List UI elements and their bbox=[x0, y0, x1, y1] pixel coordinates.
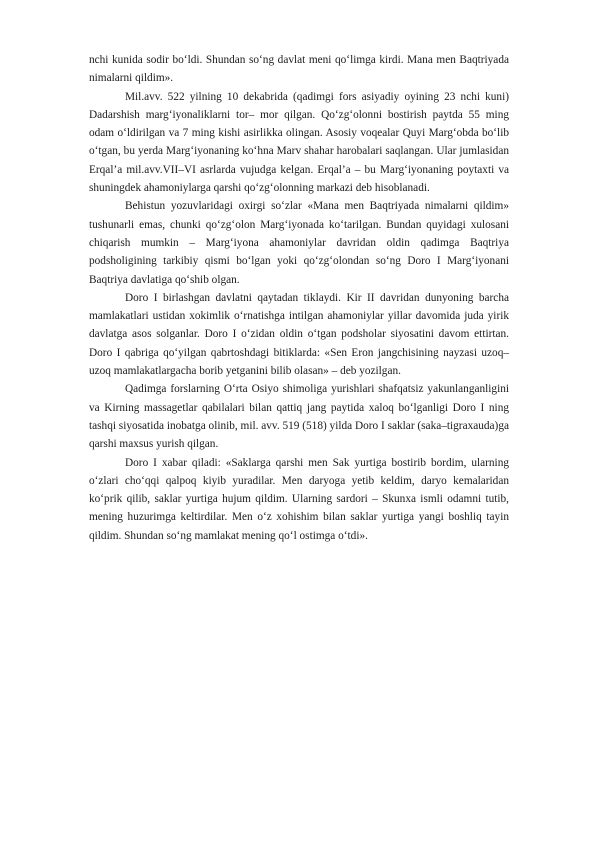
document-body bbox=[89, 51, 509, 545]
paragraph-behistun-inscription: Behistun yozuvlaridagi oxirgi so‘zlar «Mana men Baqtriyada nimalarni qildim» tushunarli emas, chunki qo‘zg‘olon Marg‘iyonada ko‘tarilgan. Bundan quyidagi xulosani chiqarish mumkin – Marg‘iyona ahamoniylar davridan oldin qadimga Baqtriya podsholigining tarkibiy qismi bo‘lgan yoki qo‘zg‘olondan so‘ng Doro I Marg‘iyonani Baqtriya davlatiga qo‘shib olgan. bbox=[89, 200, 509, 286]
paragraph-saka-campaign: Qadimga forslarning O‘rta Osiyo shimoliga yurishlari shafqatsiz yakunlanganligini va Kirning massagetlar qabilalari bilan qattiq jang paytida xaloq bo‘lganligi Doro I ning tashqi siyosatida inobatga olinib, mil. avv. 519 (518) yilda Doro I saklar (saka–tigraxauda)ga qarshi maxsus yurish qilgan. bbox=[89, 383, 509, 451]
paragraph-darius-state: Doro I birlashgan davlatni qaytadan tiklaydi. Kir II davridan dunyoning barcha mamlakatlari ustidan xokimlik o‘rnatishga intilgan ahamoniylar yillar davomida juda yirik davlatga asos solganlar. Doro I o‘zidan oldin o‘tgan podsholar siyosatini davom ettirtan. Doro I qabriga qo‘yilgan qabrtoshdagi bitiklarda: «Sen Eron jangchisining nayzasi uzoq–uzoq mamlakatlargacha borib yetganini bilib olasan» – deb yozilgan. bbox=[89, 291, 509, 378]
paragraph-margiyona-uprising: Mil.avv. 522 yilning 10 dekabrida (qadimgi fors asiyadiy oyining 23 nchi kuni) Dadarshish marg‘iyonaliklarni tor– mor qilgan. Qo‘zg‘olonni bostirish paytda 55 ming odam o‘ldirilgan va 7 ming kishi asirlikka olingan. Asosiy voqealar Quyi Marg‘obda bo‘lib o‘tgan, bu yerda Marg‘iyonaning ko‘hna Marv shahar harobalari saqlangan. Ular jumlasidan Erqal’a mil.avv.VII–VI asrlarda vujudga kelgan. Erqal’a – bu Marg‘iyonaning poytaxti va shuningdek ahamoniylarga qarshi qo‘zg‘olonning markazi deb hisoblanadi. bbox=[89, 90, 509, 195]
paragraph-darius-report: Doro I xabar qiladi: «Saklarga qarshi men Sak yurtiga bostirib bordim, ularning o‘zlari cho‘qqi qalpoq kiyib yuradilar. Men daryoga yetib keldim, daryo kemalaridan ko‘prik qilib, saklar yurtiga hujum qildim. Ularning sardori – Skunxa ismli odamni tutib, mening huzurimga keltirdilar. Men o‘z xohishim bilan saklar yurtiga yangi boshliq tayin qildim. Shundan so‘ng mamlakat mening qo‘l ostimga o‘tdi». bbox=[89, 456, 509, 542]
paragraph-continuation: nchi kunida sodir bo‘ldi. Shundan so‘ng davlat meni qo‘limga kirdi. Mana men Baqtriyada nimalarni qildim». bbox=[89, 54, 509, 85]
